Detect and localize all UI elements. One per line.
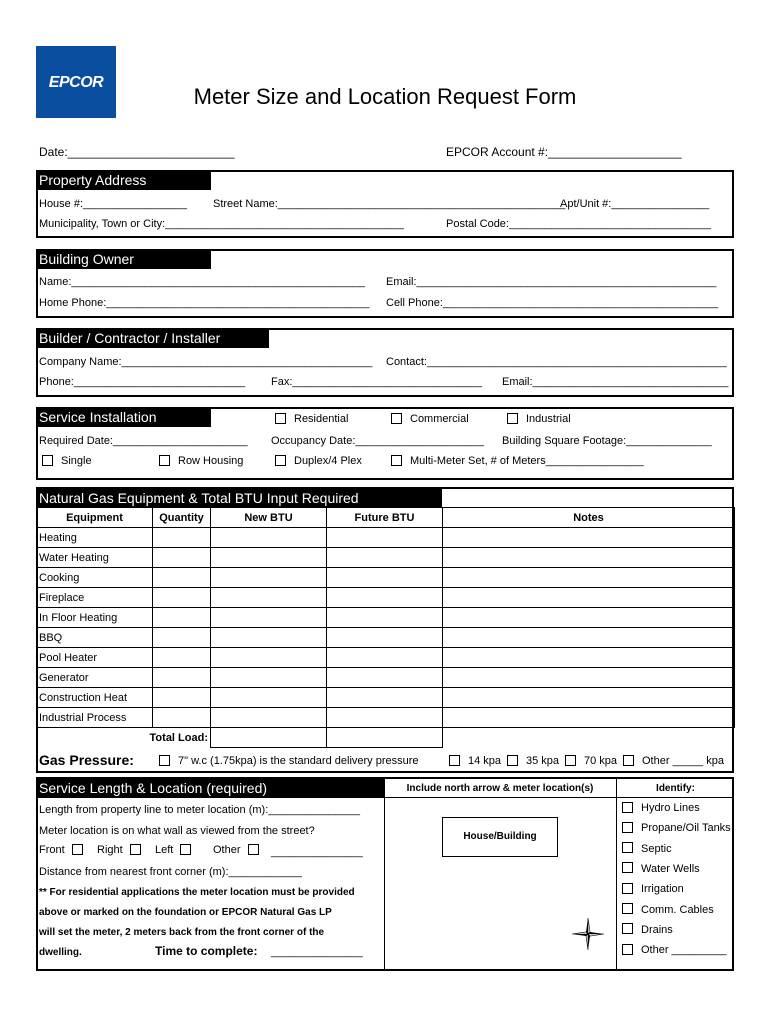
home-phone-field[interactable]: Home Phone:___________________________________________ [39,297,370,309]
checkbox-icon [622,842,633,853]
table-row [37,708,735,728]
identify-item-checkbox[interactable] [622,802,700,815]
equipment-name-cell: Construction Heat [37,688,153,708]
divider [616,777,617,971]
commercial-checkbox[interactable]: Commercial [391,413,469,426]
wall-question: Meter location is on what wall as viewed from the street? [39,825,315,837]
compass-rose-icon [572,918,604,950]
quantity-cell[interactable] [153,628,211,648]
occupancy-date-field[interactable]: Occupancy Date:_____________________ [271,435,484,447]
contact-field[interactable]: Contact:_________________________________________________ [386,356,727,368]
time-field[interactable]: _______________ [271,946,363,958]
column-header-equipment: Equipment [37,508,153,528]
gas-pressure-label: Gas Pressure: [39,752,134,768]
identify-item-checkbox[interactable] [622,944,727,957]
builder-fax-field[interactable]: Fax:_______________________________ [271,376,483,388]
table-row [37,528,735,548]
new-btu-cell[interactable] [211,708,327,728]
total-load-label: Total Load: [37,728,211,748]
quantity-cell[interactable] [153,608,211,628]
equipment-name-cell: Industrial Process [37,708,153,728]
checkbox-icon [130,844,141,855]
identify-item-label: Drains [641,923,673,936]
new-btu-cell[interactable] [211,608,327,628]
checkbox-icon [391,413,402,424]
quantity-cell[interactable] [153,568,211,588]
divider [384,797,734,798]
postal-code-field[interactable]: Postal Code:_________________________________ [446,218,711,230]
checkbox-icon [248,844,259,855]
identify-item-label: Irrigation [641,883,684,896]
equipment-name-cell: Fireplace [37,588,153,608]
owner-email-field[interactable]: Email:_________________________________________________ [386,276,717,288]
checkbox-icon [622,944,633,955]
total-notes-cell [443,728,735,748]
other-wall-field[interactable]: _______________ [271,846,363,858]
notes-cell[interactable] [443,568,735,588]
note-line-1: ** For residential applications the meter location must be provided [39,887,355,898]
equipment-header: Natural Gas Equipment & Total BTU Input Required [36,488,442,508]
pressure-other-checkbox[interactable]: Other _____ kpa [623,755,724,768]
notes-cell[interactable] [443,528,735,548]
checkbox-icon [159,755,170,766]
new-btu-cell[interactable] [211,568,327,588]
quantity-cell[interactable] [153,588,211,608]
future-btu-cell[interactable] [327,648,443,668]
identify-item-checkbox[interactable] [622,883,684,896]
pressure-14-checkbox[interactable]: 14 kpa [449,755,501,768]
table-row [37,588,735,608]
residential-checkbox[interactable]: Residential [275,413,348,426]
equipment-name-cell: Water Heating [37,548,153,568]
equipment-name-cell: Generator [37,668,153,688]
checkbox-icon [159,455,170,466]
other-wall-checkbox[interactable]: Other [213,844,267,857]
builder-email-field[interactable]: Email:________________________________ [502,376,729,388]
total-new-btu-cell[interactable] [211,728,327,748]
checkbox-icon [622,883,633,894]
future-btu-cell[interactable] [327,708,443,728]
date-field[interactable]: Date:_________________________ [39,145,235,159]
new-btu-cell[interactable] [211,668,327,688]
column-header-new-btu: New BTU [211,508,327,528]
notes-cell[interactable] [443,628,735,648]
cell-phone-field[interactable]: Cell Phone:_____________________________________________ [386,297,719,309]
street-name-field[interactable]: Street Name:_______________________________________________ [213,198,566,210]
column-header-future-btu: Future BTU [327,508,443,528]
house-building-box [442,817,558,857]
checkbox-icon [622,862,633,873]
distance-field[interactable]: Distance from nearest front corner (m):____________ [39,866,302,878]
notes-cell[interactable] [443,588,735,608]
future-btu-cell[interactable] [327,688,443,708]
checkbox-icon [180,844,191,855]
checkbox-icon [622,802,633,813]
header-spacer [443,488,735,508]
new-btu-cell[interactable] [211,628,327,648]
time-label: Time to complete: [155,944,258,958]
note-line-2: above or marked on the foundation or EPCOR Natural Gas LP [39,907,332,918]
identify-item-label: Water Wells [641,862,700,875]
sketch-header: Include north arrow & meter location(s) [406,783,594,794]
notes-cell[interactable] [443,608,735,628]
equipment-name-cell: BBQ [37,628,153,648]
checkbox-icon [507,413,518,424]
future-btu-cell[interactable] [327,628,443,648]
checkbox-icon [449,755,460,766]
future-btu-cell[interactable] [327,548,443,568]
checkbox-icon [622,903,633,914]
total-future-btu-cell[interactable] [327,728,443,748]
quantity-cell[interactable] [153,548,211,568]
equipment-name-cell: Heating [37,528,153,548]
future-btu-cell[interactable] [327,588,443,608]
new-btu-cell[interactable] [211,588,327,608]
quantity-cell[interactable] [153,528,211,548]
checkbox-icon [507,755,518,766]
single-checkbox[interactable]: Single [42,455,92,468]
notes-cell[interactable] [443,548,735,568]
length-field[interactable]: Length from property line to meter location (m):_______________ [39,804,361,816]
future-btu-cell[interactable] [327,608,443,628]
note-line-4: dwelling. [39,947,82,958]
notes-cell[interactable] [443,668,735,688]
identify-item-checkbox[interactable] [622,822,731,835]
standard-pressure-checkbox[interactable]: 7" w.c (1.75kpa) is the standard delivery pressure [159,755,419,768]
house-number-field[interactable]: House #:_________________ [39,198,188,210]
future-btu-cell[interactable] [327,668,443,688]
account-field[interactable]: EPCOR Account #:____________________ [446,145,682,159]
identify-item-label: Propane/Oil Tanks [641,822,731,835]
column-header-notes: Notes [443,508,735,528]
duplex-checkbox[interactable]: Duplex/4 Plex [275,455,362,468]
table-row [37,628,735,648]
new-btu-cell[interactable] [211,548,327,568]
notes-cell[interactable] [443,708,735,728]
row-housing-checkbox[interactable]: Row Housing [159,455,243,468]
new-btu-cell[interactable] [211,528,327,548]
divider [384,777,385,971]
future-btu-cell[interactable] [327,528,443,548]
service-installation-header: Service Installation [36,407,211,427]
header-spacer [37,488,443,508]
table-row [37,568,735,588]
identify-item-label: Other _________ [641,944,727,957]
square-footage-field[interactable]: Building Square Footage:______________ [502,435,712,447]
quantity-cell[interactable] [153,688,211,708]
industrial-checkbox[interactable]: Industrial [507,413,571,426]
new-btu-cell[interactable] [211,688,327,708]
page-title: Meter Size and Location Request Form [193,84,577,109]
column-header-quantity: Quantity [153,508,211,528]
table-row [37,648,735,668]
quantity-cell[interactable] [153,648,211,668]
municipality-field[interactable]: Municipality, Town or City:_______________________________________ [39,218,404,230]
identify-item-checkbox[interactable] [622,863,700,876]
equipment-name-cell: Cooking [37,568,153,588]
checkbox-icon [275,413,286,424]
checkbox-icon [622,923,633,934]
owner-name-field[interactable]: Name:________________________________________________ [39,276,366,288]
pressure-35-checkbox[interactable]: 35 kpa [507,755,559,768]
left-checkbox[interactable]: Left [155,844,199,857]
building-owner-header: Building Owner [36,249,211,269]
note-line-3: will set the meter, 2 meters back from the front corner of the [39,927,325,938]
required-date-field[interactable]: Required Date:______________________ [39,435,248,447]
quantity-cell[interactable] [153,668,211,688]
checkbox-icon [622,822,633,833]
front-checkbox[interactable]: Front [39,844,91,857]
epcor-logo: EPCOR [36,46,116,118]
right-checkbox[interactable]: Right [97,844,149,857]
equipment-table [36,488,735,748]
builder-header: Builder / Contractor / Installer [36,328,269,348]
identify-item-checkbox[interactable] [622,904,714,917]
identify-item-checkbox[interactable] [622,843,672,856]
table-row [37,688,735,708]
checkbox-icon [42,455,53,466]
pressure-70-checkbox[interactable]: 70 kpa [565,755,617,768]
table-row [37,548,735,568]
checkbox-icon [391,455,402,466]
checkbox-icon [565,755,576,766]
table-row [37,608,735,628]
builder-phone-field[interactable]: Phone:____________________________ [39,376,246,388]
checkbox-icon [623,755,634,766]
identify-header: Identify: [656,783,695,794]
property-address-header: Property Address [36,170,211,190]
house-building-label: House/Building [463,831,537,842]
equipment-name-cell: In Floor Heating [37,608,153,628]
service-length-header: Service Length & Location (required) [36,778,384,798]
checkbox-icon [275,455,286,466]
notes-cell[interactable] [443,688,735,708]
multi-meter-checkbox[interactable]: Multi-Meter Set, # of Meters________________ [391,455,644,468]
apt-unit-field[interactable]: Apt/Unit #:________________ [560,198,710,210]
quantity-cell[interactable] [153,708,211,728]
company-name-field[interactable]: Company Name:_________________________________________ [39,356,373,368]
checkbox-icon [72,844,83,855]
identify-item-label: Comm. Cables [641,903,714,916]
identify-item-label: Hydro Lines [641,802,700,814]
identify-item-label: Septic [641,842,672,855]
equipment-name-cell: Pool Heater [37,648,153,668]
new-btu-cell[interactable] [211,648,327,668]
identify-item-checkbox[interactable] [622,924,673,937]
future-btu-cell[interactable] [327,568,443,588]
table-row [37,668,735,688]
notes-cell[interactable] [443,648,735,668]
